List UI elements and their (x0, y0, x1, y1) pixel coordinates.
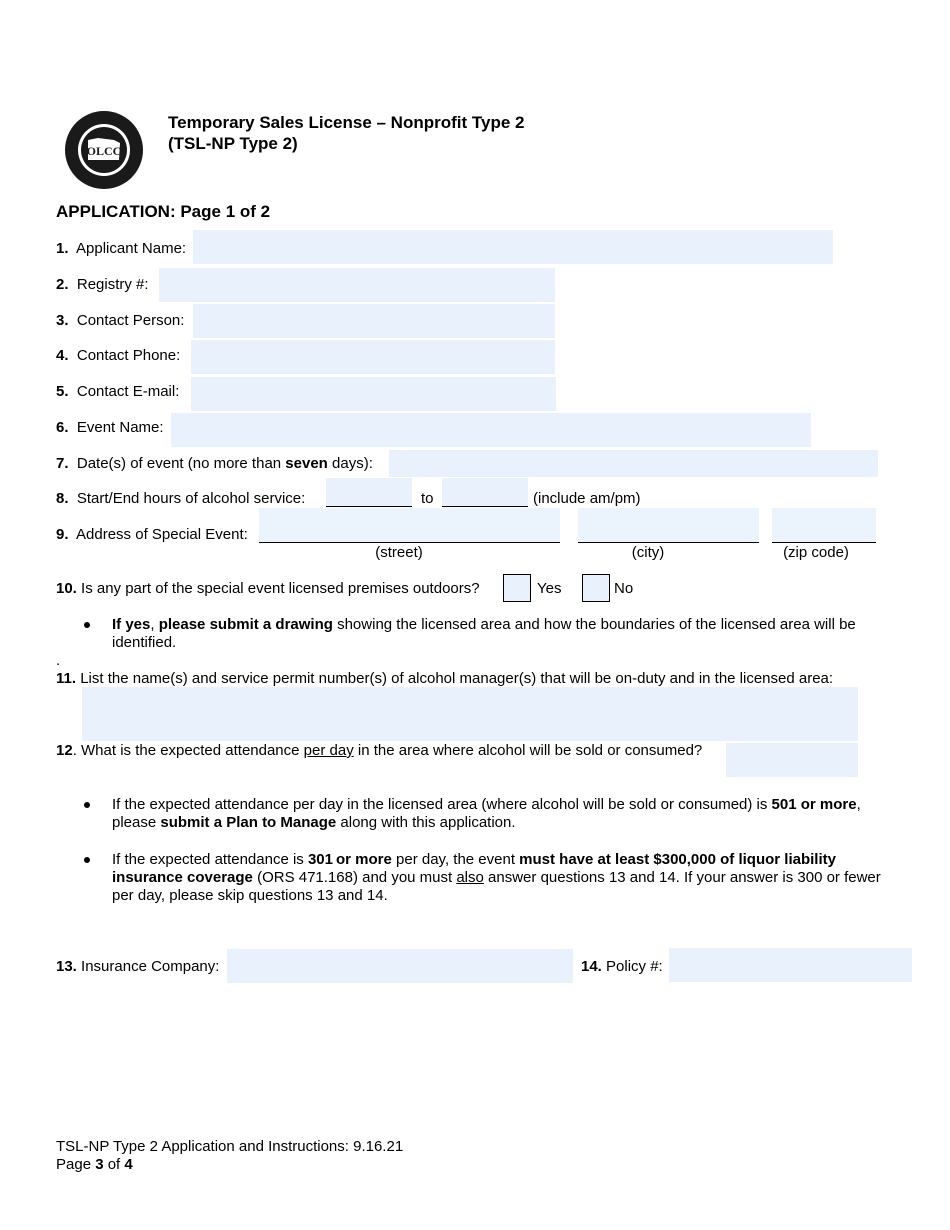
q12-label: 12. What is the expected attendance per day in the area where alcohol will be sold or consumed? (56, 742, 703, 759)
q14-label: 14. Policy #: (581, 958, 663, 975)
insurance-company-field[interactable] (227, 949, 573, 983)
attendance-field[interactable] (726, 743, 858, 777)
q12-note-plan: If the expected attendance per day in the licensed area (where alcohol will be sold or consumed) is 501 or more, please submit a Plan to Manage along with this application. (112, 796, 861, 831)
street-field[interactable] (259, 508, 560, 542)
q1-label: 1. Applicant Name: (56, 240, 187, 257)
q13-label: 13. Insurance Company: (56, 958, 220, 975)
q8-label: 8. Start/End hours of alcohol service: (56, 490, 306, 507)
q2-label: 2. Registry #: (56, 276, 149, 293)
q7-label: 7. Date(s) of event (no more than seven days): (56, 455, 373, 472)
q6-label: 6. Event Name: (56, 419, 164, 436)
q9-label: 9. Address of Special Event: (56, 526, 248, 543)
q5-label: 5. Contact E-mail: (56, 383, 180, 400)
city-caption: (city) (631, 544, 665, 561)
street-caption: (street) (375, 544, 423, 561)
no-label: No (614, 580, 634, 597)
end-hour-line (442, 488, 528, 507)
event-name-field[interactable] (171, 413, 811, 447)
form-subtitle: (TSL-NP Type 2) (168, 134, 298, 153)
form-title: Temporary Sales License – Nonprofit Type 2 (168, 113, 525, 132)
applicant-name-field[interactable] (193, 230, 833, 264)
zip-field[interactable] (772, 508, 876, 542)
alcohol-managers-field[interactable] (82, 687, 858, 741)
q3-label: 3. Contact Person: (56, 312, 185, 329)
start-hour-line (326, 488, 412, 507)
footer-doc-id: TSL-NP Type 2 Application and Instructions: 9.16.21 (56, 1138, 404, 1155)
q10-label: 10. Is any part of the special event licensed premises outdoors? (56, 580, 480, 597)
policy-number-field[interactable] (669, 948, 912, 982)
city-field[interactable] (578, 508, 759, 542)
logo-text: OLCC (86, 144, 122, 158)
q4-label: 4. Contact Phone: (56, 347, 181, 364)
bullet (84, 622, 90, 628)
q12-note-insurance: If the expected attendance is 301 or more per day, the event must have at least $300,000 of liquor liability insurance coverage (ORS 471.168) and you must also answer questions 13 and 14. If your answer is 300 or fewer per day, please skip questions 13 and 14. (112, 851, 881, 904)
yes-label: Yes (537, 580, 562, 597)
section-title: APPLICATION: Page 1 of 2 (56, 202, 271, 221)
footer-page-number: Page 3 of 4 (56, 1156, 133, 1173)
registry-number-field[interactable] (159, 268, 555, 302)
bullet (84, 857, 90, 863)
contact-person-field[interactable] (193, 304, 555, 338)
outdoors-no-checkbox[interactable] (582, 574, 610, 602)
olcc-logo (64, 110, 144, 190)
ampm-note: (include am/pm) (533, 490, 641, 507)
outdoors-yes-checkbox[interactable] (503, 574, 531, 602)
event-dates-field[interactable] (389, 450, 878, 477)
contact-email-field[interactable] (191, 377, 556, 411)
zip-caption: (zip code) (783, 544, 849, 561)
contact-phone-field[interactable] (191, 340, 555, 374)
stray-dot: . (56, 652, 61, 669)
to-label: to (421, 490, 434, 507)
bullet (84, 802, 90, 808)
q11-label: 11. List the name(s) and service permit number(s) of alcohol manager(s) that will be on-duty and in the licensed area: (56, 670, 834, 687)
q10-note: If yes, please submit a drawing showing the licensed area and how the boundaries of the licensed area will be identified. (112, 616, 856, 651)
